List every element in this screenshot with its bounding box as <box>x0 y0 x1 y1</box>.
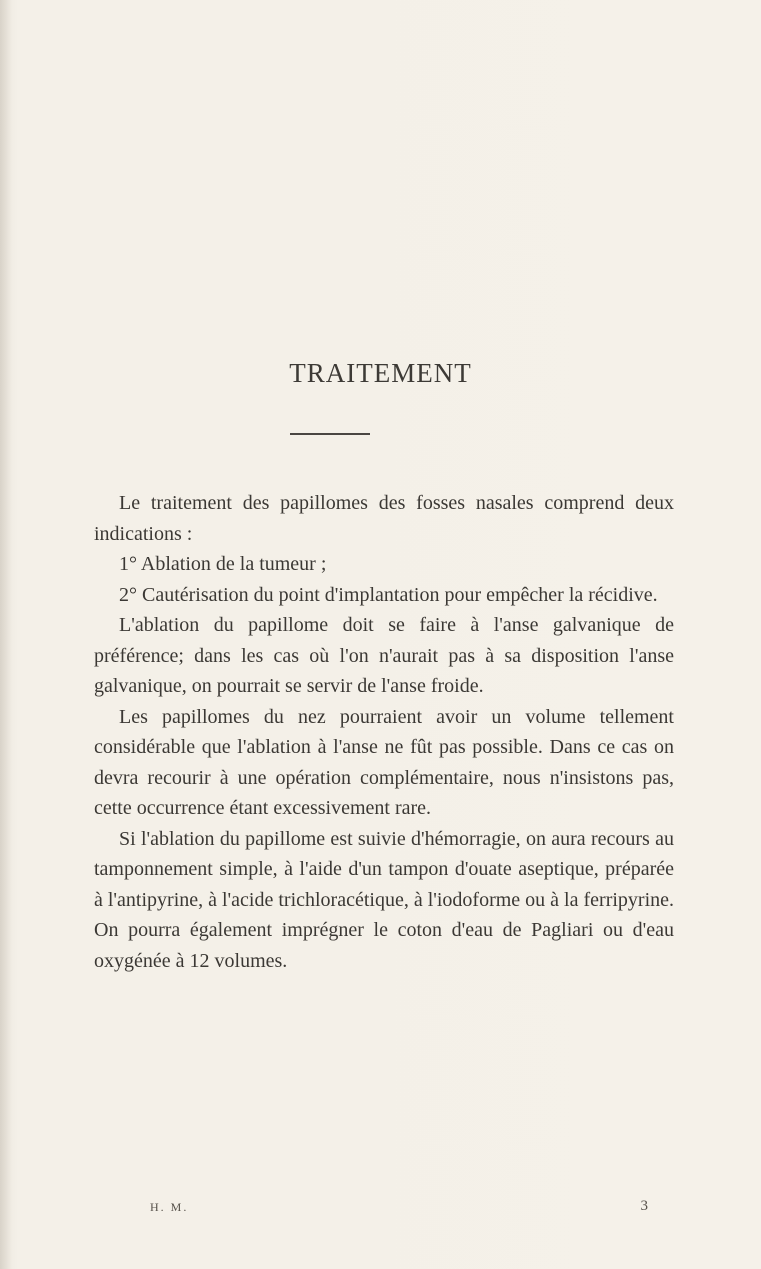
paragraph-volume: Les papillomes du nez pourraient avoir un volume tellement considérable que l'ablation à l'anse ne fût pas possible. Dans ce cas on devra recourir à une opération complémentaire, nous n'insistons pas, cette occurrence étant excessivement rare. <box>94 705 674 819</box>
page-number: 3 <box>640 1198 650 1214</box>
paragraph-item-2: 2° Cautérisation du point d'implantation pour empêcher la récidive. <box>119 583 658 606</box>
page-edge-shadow <box>0 0 12 1269</box>
paragraph-hemorrhage: Si l'ablation du papillome est suivie d'hémorragie, on aura recours au tamponnement simple, à l'aide d'un tampon d'ouate aseptique, préparée à l'antipyrine, à l'acide trichloracétique, à l'iodoforme ou à la ferripyrine. On pourra également imprégner le coton d'eau de Pagliari ou d'eau oxygénée à 12 volumes. <box>94 827 674 972</box>
page-footer <box>150 1200 650 1220</box>
paragraph-item-1: 1° Ablation de la tumeur ; <box>119 553 327 575</box>
paragraph-ablation: L'ablation du papillome doit se faire à l'anse galvanique de préférence; dans les cas où l'on n'aurait pas à sa disposition l'anse galvanique, on pourrait se servir de l'anse froide. <box>94 614 674 697</box>
body-text <box>94 488 674 976</box>
signature-mark: H. M. <box>150 1200 189 1214</box>
title-divider <box>290 433 370 435</box>
paragraph-intro: Le traitement des papillomes des fosses nasales comprend deux indications : <box>94 492 674 545</box>
page-title: TRAITEMENT <box>289 358 472 388</box>
